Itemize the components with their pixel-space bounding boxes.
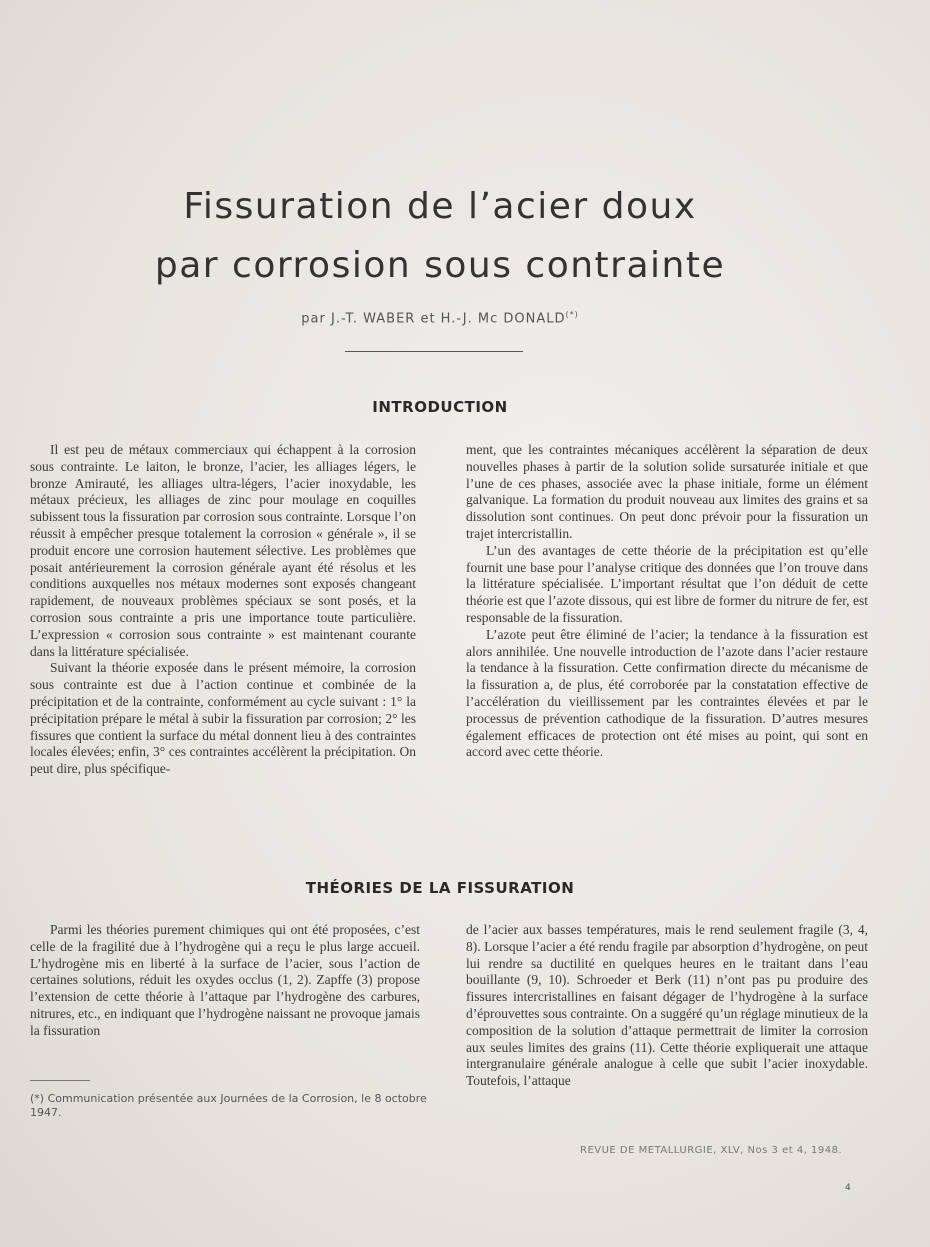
introduction-left-column — [30, 442, 416, 778]
title-divider — [345, 351, 523, 352]
author-footnote-mark: (*) — [565, 310, 579, 319]
footnote — [30, 1092, 430, 1120]
introduction-heading: INTRODUCTION — [372, 398, 508, 416]
theories-left-paragraph-1: Parmi les théories purement chimiques qui ont été proposées, c’est celle de la fragilité due à l’hydrogène qui a reçu le plus large accueil. L’hydrogène mis en liberté à la surface de l’acier, sous l’action de certaines solutions, réduit les oxydes occlus (1, 2). Zapffe (3) propose l’extension de cette théorie à l’attaque par l’hydrogène des carbures, nitrures, etc., en indiquant que l’hydrogène naissant ne provoque jamais la fissuration — [30, 922, 420, 1038]
introduction-right-column — [466, 442, 868, 761]
intro-left-paragraph-1: Il est peu de métaux commerciaux qui échappent à la corrosion sous contrainte. Le laiton, le bronze, l’acier, les alliages légers, le bronze Amirauté, les alliages ultra-légers, l’acier inoxydable, les métaux précieux, les alliages de zinc pour moulage en coquilles subissent tous la fissuration par corrosion sous contrainte. Lorsque l’on réussit à empêcher presque totalement la corrosion « générale », il se produit encore une corrosion hautement sélective. Les problèmes que posait antérieurement la corrosion générale ayant été résolus et les conditions auxquelles nos métaux modernes sont exposés changeant rapidement, de nouveaux problèmes spéciaux se sont posés, et la corrosion sous contrainte a pris une importance toute particulière. L’expression « corrosion sous contrainte » est maintenant courante dans la littérature spécialisée. — [30, 442, 416, 659]
intro-right-paragraph-1: ment, que les contraintes mécaniques accélèrent la séparation de deux nouvelles phases à partir de la solution solide sursaturée initiale et que l’une de ces phases, associée avec la phase initiale, forme un élément galvanique. La formation du produit nouveau aux limites des grains et sa dissolution sont continues. On peut donc prévoir pour la fissuration un trajet intercristallin. — [466, 442, 868, 541]
theories-left-column — [30, 922, 420, 1040]
footnote-mark: (*) — [30, 1092, 45, 1105]
byline — [0, 310, 880, 326]
intro-right-paragraph-2: L’un des avantages de cette théorie de la précipitation est qu’elle fournit une base pour l’analyse critique des données que l’on trouve dans la littérature spécialisée. L’important résultat que l’on déduit de cette théorie est que l’azote dissous, qui est libre de former du nitrure de fer, est responsable de la fissuration. — [466, 542, 868, 625]
article-title-line-2: par corrosion sous contrainte — [154, 245, 726, 286]
theories-right-column — [466, 922, 868, 1090]
footnote-divider — [30, 1080, 90, 1081]
theories-right-paragraph-1: de l’acier aux basses températures, mais le rend seulement fragile (3, 4, 8). Lorsque l’acier a été rendu fragile par absorption d’hydrogène, on peut lui rendre sa ductilité en quelques heures en le traitant dans l’eau bouillante (9, 10). Schroeder et Berk (11) n’ont pas pu produire des fissures intercristallines en faisant dégager de l’hydrogène à la surface d’éprouvettes sous contrainte. On a suggéré qu’un réglage minutieux de la composition de la solution d’attaque permettrait de limiter la corrosion aux seules limites des grains (11). Cette théorie expliquerait une attaque intergranulaire générale analogue à celle que subit l’acier inoxydable. Toutefois, l’attaque — [466, 922, 868, 1089]
footnote-text: Communication présentée aux Journées de la Corrosion, le 8 octobre 1947. — [30, 1092, 427, 1119]
authors: J.-T. WABER et H.-J. Mc DONALD — [330, 311, 566, 327]
journal-footer: REVUE DE METALLURGIE, XLV, Nos 3 et 4, 1948. — [580, 1145, 843, 1156]
byline-prefix: par — [301, 311, 326, 327]
theories-heading: THÉORIES DE LA FISSURATION — [305, 879, 575, 897]
intro-left-paragraph-2: Suivant la théorie exposée dans le présent mémoire, la corrosion sous contrainte est due à l’action continue et combinée de la précipitation et de la contrainte, conformément au cycle suivant : 1° la précipitation prépare le métal à subir la fissuration par corrosion; 2° les fissures que contient la surface du métal donnent lieu à des contraintes locales élevées; enfin, 3° ces contraintes accélèrent la précipitation. On peut dire, plus spécifique- — [30, 660, 416, 777]
article-title-line-1: Fissuration de l’acier doux — [183, 186, 697, 227]
page-number: 4 — [845, 1183, 851, 1193]
intro-right-paragraph-3: L’azote peut être éliminé de l’acier; la tendance à la fissuration est alors annihilée. Une nouvelle introduction de l’azote dans l’acier restaure la tendance à la fissuration. Cette confirmation directe du mécanisme de la fissuration a, de plus, été corroborée par la constatation effective de l’accélération du vieillissement par les contraintes élevées et par le processus de prévention cathodique de la fissuration. D’autres mesures également efficaces de protection ont été mises au point, qui sont en accord avec cette théorie. — [466, 626, 868, 760]
